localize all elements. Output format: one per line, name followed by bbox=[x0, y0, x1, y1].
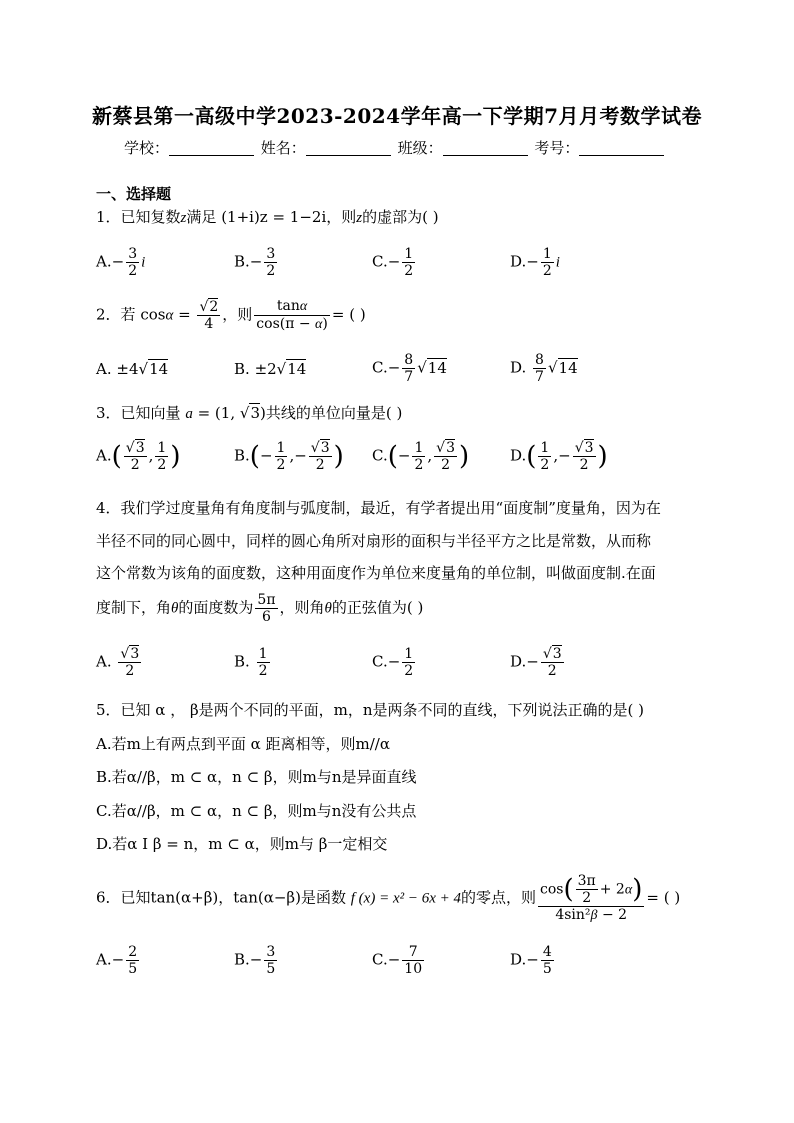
exam-title: 新蔡县第一高级中学2023-2024学年高一下学期7月月考数学试卷 bbox=[91, 104, 703, 128]
q5-option-c[interactable]: C.若α//β，m ⊂ α，n ⊂ β，则m与n没有公共点 bbox=[96, 802, 417, 820]
class-blank[interactable] bbox=[443, 140, 528, 156]
name-label: 姓名： bbox=[260, 139, 306, 157]
q2-option-a[interactable]: A. ±4√14 bbox=[96, 360, 169, 378]
q5-option-a[interactable]: A.若m上有两点到平面 α 距离相等，则m//α bbox=[96, 735, 390, 753]
class-label: 班级： bbox=[397, 139, 443, 157]
student-info-line bbox=[124, 137, 666, 158]
school-label: 学校： bbox=[124, 139, 170, 157]
question-4-line-1: 4．我们学过度量角有角度制与弧度制，最近，有学者提出用“面度制”度量角，因为在 bbox=[96, 499, 661, 517]
question-1: 1．已知复数z满足 (1+i)z = 1−2i，则z的虚部为( ) bbox=[96, 208, 439, 226]
q1-option-a[interactable]: A.− $\frac{3}{2}$ i bbox=[96, 246, 146, 279]
q3-option-b[interactable]: B.(− $\frac{1}{2}$ ,− $\frac{√3}{2}$ ) bbox=[234, 440, 344, 473]
q6-option-b[interactable]: B.− $\frac{3}{5}$ bbox=[234, 944, 276, 977]
question-3: 3．已知向量 a = (1, √3)共线的单位向量是( ) bbox=[96, 404, 403, 422]
q1-option-c[interactable]: C.− $\frac{1}{2}$ bbox=[372, 246, 414, 279]
q1-option-b[interactable]: B.− $\frac{3}{2}$ bbox=[234, 246, 276, 279]
q1-equation: (1+i)z = 1−2i bbox=[221, 208, 327, 226]
question-6: 6．已知tan(α+β)，tan(α−β)是函数 f (x) = x² − 6x + 4的零点，则 cos( $\frac{3\pi}{2}$ + 2α) 4sin²β − 2 = ( ) bbox=[96, 873, 681, 923]
q1-option-d[interactable]: D.− $\frac{1}{2}$ i bbox=[510, 246, 560, 279]
q4-option-a[interactable]: A. $\frac{√3}{2}$ bbox=[96, 646, 140, 679]
q2-option-c[interactable]: C.− $\frac{8}{7}$ √14 bbox=[372, 352, 447, 385]
q3-option-d[interactable]: D.( $\frac{1}{2}$ ,− $\frac{√3}{2}$ ) bbox=[510, 440, 608, 473]
school-blank[interactable] bbox=[169, 140, 254, 156]
q3-option-c[interactable]: C.(− $\frac{1}{2}$ , $\frac{√3}{2}$ ) bbox=[372, 440, 470, 473]
question-4-line-2: 半径不同的同心圆中，同样的圆心角所对扇形的面积与半径平方之比是常数，从而称 bbox=[96, 532, 652, 550]
q4-option-c[interactable]: C.− $\frac{1}{2}$ bbox=[372, 646, 414, 679]
q4-option-d[interactable]: D.− $\frac{√3}{2}$ bbox=[510, 646, 562, 679]
question-5: 5．已知 α ， β是两个不同的平面，m，n是两条不同的直线，下列说法正确的是( ) bbox=[96, 701, 645, 719]
section-heading: 一、选择题 bbox=[96, 185, 172, 203]
q4-option-b[interactable]: B. $\frac{1}{2}$ bbox=[234, 646, 268, 679]
q5-option-d[interactable]: D.若α I β = n，m ⊂ α，则m与 β一定相交 bbox=[96, 835, 388, 853]
id-label: 考号： bbox=[534, 139, 580, 157]
id-blank[interactable] bbox=[579, 140, 664, 156]
q6-option-c[interactable]: C.− $\frac{7}{10}$ bbox=[372, 944, 423, 977]
question-4-line-4: 度制下，角θ的面度数为 $\frac{5\pi}{6}$ ，则角θ的正弦值为( ) bbox=[96, 592, 424, 625]
question-2: 2．若 cosα = $\frac{√2}{4}$ ，则 $\frac{\tan\alpha}{\cos(\pi - \alpha)}$ = ( ) bbox=[96, 298, 366, 332]
q5-option-b[interactable]: B.若α//β，m ⊂ α，n ⊂ β，则m与n是异面直线 bbox=[96, 768, 417, 786]
q3-option-a[interactable]: A.( $\frac{√3}{2}$ , $\frac{1}{2}$ ) bbox=[96, 440, 181, 473]
question-4-line-3: 这个常数为该角的面度数，这种用面度作为单位来度量角的单位制，叫做面度制.在面 bbox=[96, 564, 656, 582]
q2-option-d[interactable]: D. $\frac{8}{7}$ √14 bbox=[510, 352, 578, 385]
q6-option-d[interactable]: D.− $\frac{4}{5}$ bbox=[510, 944, 552, 977]
q6-option-a[interactable]: A.− $\frac{2}{5}$ bbox=[96, 944, 138, 977]
q2-option-b[interactable]: B. ±2√14 bbox=[234, 360, 307, 378]
name-blank[interactable] bbox=[306, 140, 391, 156]
